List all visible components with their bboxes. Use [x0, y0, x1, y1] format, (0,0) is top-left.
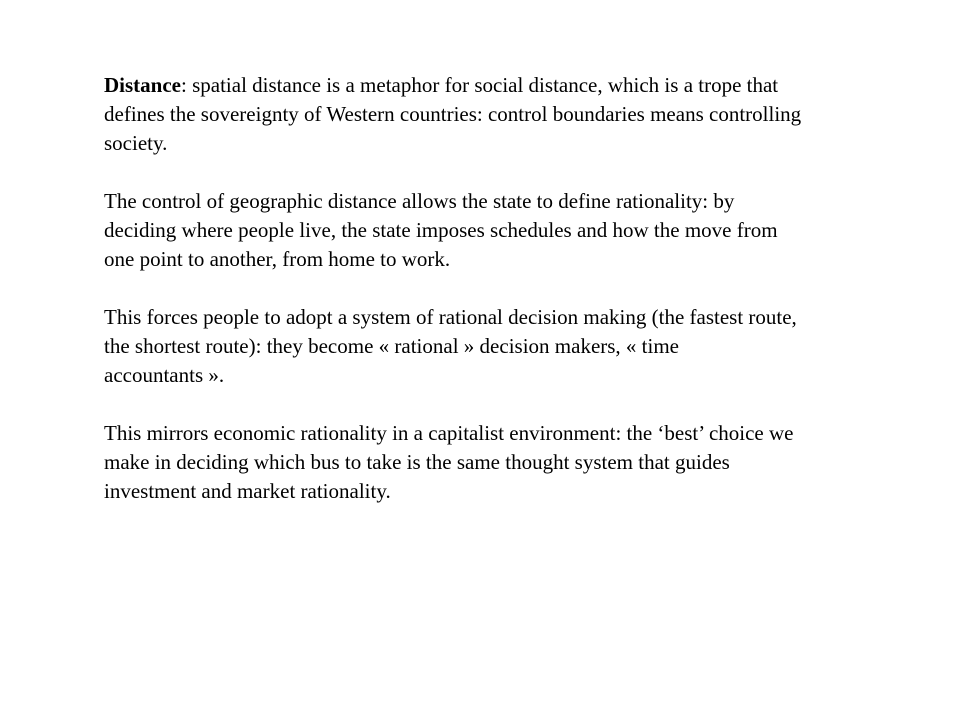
term-distance: Distance — [104, 73, 181, 97]
paragraph-geographic-control: The control of geographic distance allows the state to define rationality: by deciding where people live, the state imposes schedules and how the move from one point to another, from home to work. — [104, 189, 778, 271]
paragraph-economic-rationality: This mirrors economic rationality in a capitalist environment: the ‘best’ choice we make in deciding which bus to take is the same thought system that guides investment and market rationality. — [104, 421, 794, 503]
paragraph-distance — [104, 71, 914, 158]
slide-text-body — [104, 71, 914, 506]
paragraph-rational-decision: This forces people to adopt a system of rational decision making (the fastest route, the shortest route): they become « rational » decision makers, « time accountants ». — [104, 305, 797, 387]
paragraph-distance-text: : spatial distance is a metaphor for social distance, which is a trope that defines the sovereignty of Western countries: control boundaries means controlling society. — [104, 73, 802, 155]
